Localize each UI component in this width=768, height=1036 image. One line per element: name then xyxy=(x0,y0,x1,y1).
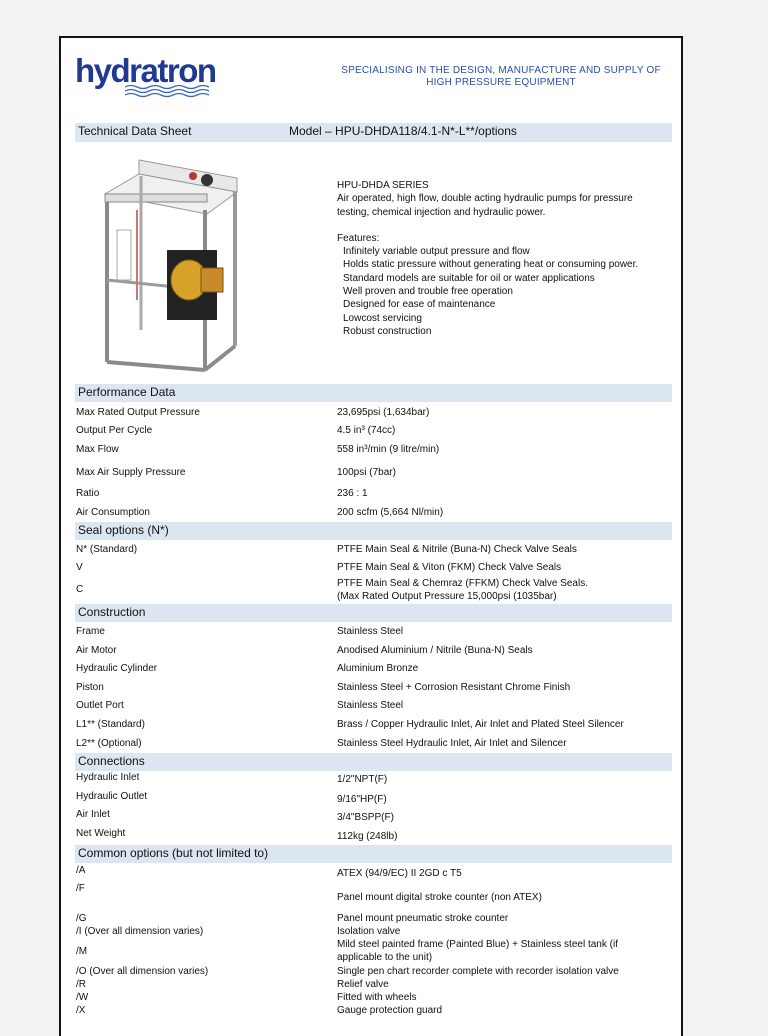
title-band xyxy=(75,123,672,142)
row-label: Output Per Cycle xyxy=(76,425,153,436)
row-label: Air Motor xyxy=(76,645,117,656)
row-value: PTFE Main Seal & Viton (FKM) Check Valve Seals xyxy=(337,562,562,573)
tagline: SPECIALISING IN THE DESIGN, MANUFACTURE AND SUPPLY OF HIGH PRESSURE EQUIPMENT xyxy=(341,65,661,88)
row-label: Ratio xyxy=(76,488,100,499)
row-value: 3/4"BSPP(F) xyxy=(337,812,394,823)
row-label: V xyxy=(76,562,83,573)
logo-wordmark: hydratron xyxy=(75,52,216,89)
product-description xyxy=(337,179,638,338)
row-value: Single pen chart recorder complete with recorder isolation valve xyxy=(337,966,619,977)
row-value-continued: applicable to the unit) xyxy=(337,952,433,963)
connections-heading: Connections xyxy=(78,754,145,768)
row-value: 100psi (7bar) xyxy=(337,467,396,478)
datasheet-page xyxy=(59,36,683,1036)
feature-item: Holds static pressure without generating heat or consuming power. xyxy=(343,259,639,271)
row-label: Hydraulic Outlet xyxy=(76,791,148,802)
summary-line-1: Air operated, high flow, double acting hydraulic pumps for pressure xyxy=(337,193,633,205)
row-value: ATEX (94/9/EC) II 2GD c T5 xyxy=(337,868,462,879)
row-value: 112kg (248lb) xyxy=(337,831,398,842)
row-label: /F xyxy=(76,883,85,894)
row-value: PTFE Main Seal & Chemraz (FFKM) Check Valve Seals. xyxy=(337,578,588,589)
row-label: /W xyxy=(76,992,89,1003)
row-value: 23,695psi (1,634bar) xyxy=(337,407,430,418)
seals-heading: Seal options (N*) xyxy=(78,523,169,537)
row-label: L1** (Standard) xyxy=(76,719,145,730)
options-heading-band xyxy=(75,845,672,863)
row-value: 558 in³/min (9 litre/min) xyxy=(337,444,440,455)
row-value: Aluminium Bronze xyxy=(337,663,419,674)
row-label: Hydraulic Cylinder xyxy=(76,663,158,674)
row-value: PTFE Main Seal & Nitrile (Buna-N) Check Valve Seals xyxy=(337,544,577,555)
row-value: Anodised Aluminium / Nitrile (Buna-N) Seals xyxy=(337,645,533,656)
row-value: Stainless Steel + Corrosion Resistant Chrome Finish xyxy=(337,682,571,693)
feature-item: Lowcost servicing xyxy=(343,312,422,324)
row-label: N* (Standard) xyxy=(76,544,138,555)
row-label: Max Flow xyxy=(76,444,119,455)
row-label: /X xyxy=(76,1005,86,1016)
feature-item: Well proven and trouble free operation xyxy=(343,286,513,298)
construction-heading: Construction xyxy=(78,605,146,619)
row-value: Stainless Steel xyxy=(337,700,404,711)
feature-item: Designed for ease of maintenance xyxy=(343,299,496,311)
feature-item: Standard models are suitable for oil or water applications xyxy=(343,272,595,284)
connections-heading-band xyxy=(75,753,672,771)
hydratron-logo xyxy=(75,52,215,102)
row-label: Net Weight xyxy=(76,828,126,839)
row-label: Frame xyxy=(76,626,105,637)
row-value-continued: (Max Rated Output Pressure 15,000psi (1035bar) xyxy=(337,591,557,602)
row-label: /O (Over all dimension varies) xyxy=(76,966,209,977)
row-value: 236 : 1 xyxy=(337,488,368,499)
row-label: Air Inlet xyxy=(76,809,110,820)
row-label: Outlet Port xyxy=(76,700,124,711)
model-number: Model – HPU-DHDA118/4.1-N*-L**/options xyxy=(289,124,517,138)
pump-unit-image xyxy=(97,150,287,375)
row-value: Brass / Copper Hydraulic Inlet, Air Inlet and Plated Steel Silencer xyxy=(337,719,624,730)
seals-heading-band xyxy=(75,522,672,540)
performance-heading: Performance Data xyxy=(78,385,176,399)
feature-item: Infinitely variable output pressure and flow xyxy=(343,246,530,258)
features-heading: Features: xyxy=(337,232,380,244)
options-heading: Common options (but not limited to) xyxy=(78,846,269,860)
row-label: Max Air Supply Pressure xyxy=(76,467,186,478)
row-label: /A xyxy=(76,865,86,876)
row-value: 4.5 in³ (74cc) xyxy=(337,425,396,436)
row-label: C xyxy=(76,584,84,595)
row-label: /R xyxy=(76,979,86,990)
row-label: Piston xyxy=(76,682,104,693)
row-value: 9/16"HP(F) xyxy=(337,794,387,805)
row-value: Mild steel painted frame (Painted Blue) + Stainless steel tank (if xyxy=(337,939,618,950)
row-label: Hydraulic Inlet xyxy=(76,772,140,783)
row-label: Max Rated Output Pressure xyxy=(76,407,200,418)
row-value: 1/2"NPT(F) xyxy=(337,774,388,785)
row-label: L2** (Optional) xyxy=(76,738,142,749)
row-value: Panel mount digital stroke counter (non ATEX) xyxy=(337,892,542,903)
feature-item: Robust construction xyxy=(343,325,432,337)
row-value: Isolation valve xyxy=(337,926,401,937)
waves-icon xyxy=(125,84,265,100)
row-value: Gauge protection guard xyxy=(337,1005,443,1016)
row-label: /G xyxy=(76,913,87,924)
row-value: Panel mount pneumatic stroke counter xyxy=(337,913,509,924)
summary-line-2: testing, chemical injection and hydraulic power. xyxy=(337,206,546,218)
row-value: Relief valve xyxy=(337,979,389,990)
performance-heading-band xyxy=(75,384,672,402)
row-value: Stainless Steel xyxy=(337,626,404,637)
row-label: /M xyxy=(76,946,88,957)
row-value: Stainless Steel Hydraulic Inlet, Air Inlet and Silencer xyxy=(337,738,567,749)
row-value: 200 scfm (5,664 Nl/min) xyxy=(337,507,444,518)
series-name: HPU-DHDA SERIES xyxy=(337,180,429,191)
row-label: /I (Over all dimension varies) xyxy=(76,926,204,937)
row-value: Fitted with wheels xyxy=(337,992,417,1003)
row-label: Air Consumption xyxy=(76,507,150,518)
sheet-title: Technical Data Sheet xyxy=(78,124,192,138)
construction-heading-band xyxy=(75,604,672,622)
